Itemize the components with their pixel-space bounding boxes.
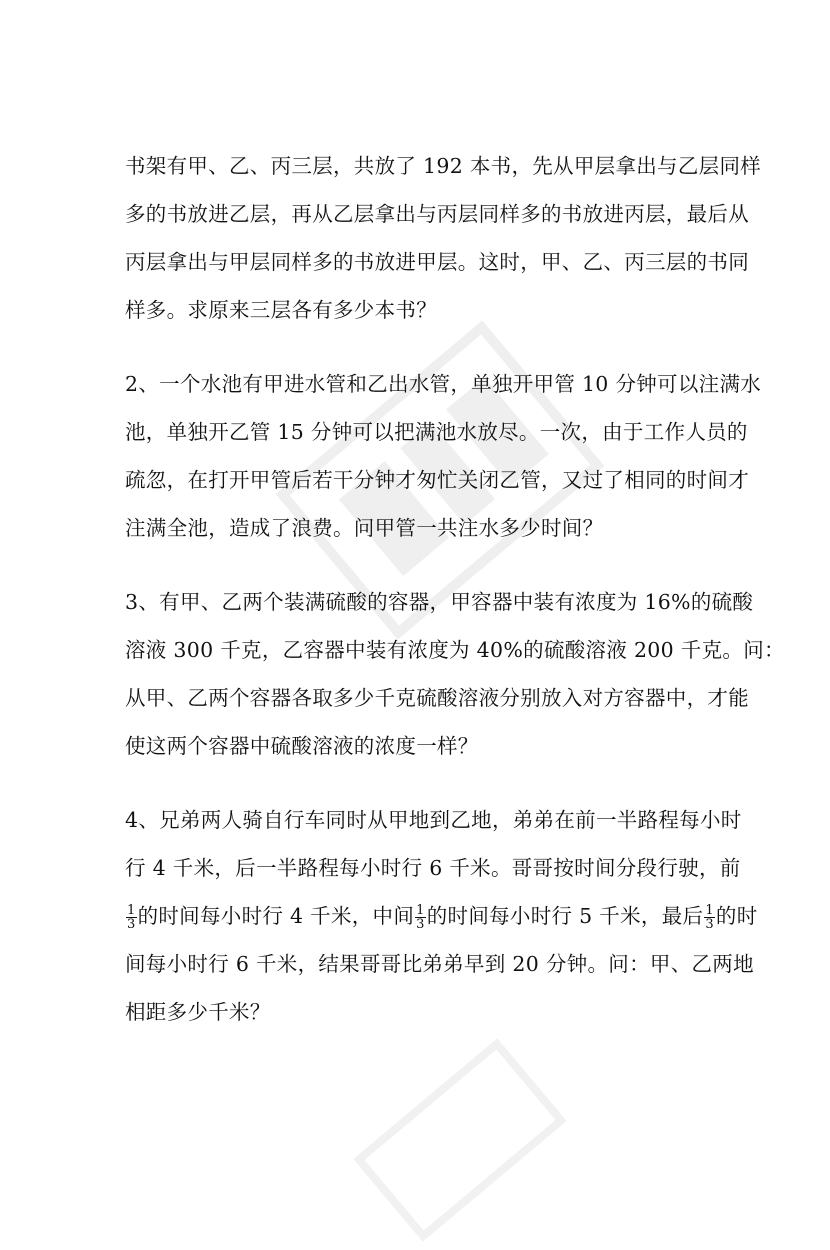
problem-3-line: 从甲、乙两个容器各取多少千克硫酸溶液分别放入对方容器中，才能 — [125, 686, 749, 710]
problem-2-line: 注满全池，造成了浪费。问甲管一共注水多少时间？ — [125, 516, 604, 540]
problem-4-line: 间每小时行 6 千米，结果哥哥比弟弟早到 20 分钟。问：甲、乙两地 — [125, 952, 754, 976]
problem-1-line: 多的书放进乙层，再从乙层拿出与丙层同样多的书放进丙层，最后从 — [125, 202, 749, 226]
problem-3-line: 3、有甲、乙两个装满硫酸的容器，甲容器中装有浓度为 16%的硫酸 — [125, 590, 754, 614]
problem-2-line: 疏忽，在打开甲管后若干分钟才匆忙关闭乙管，又过了相同的时间才 — [125, 468, 749, 492]
problem-1-line: 样多。求原来三层各有多少本书？ — [125, 298, 437, 322]
problem-1-line: 书架有甲、乙、丙三层，共放了 192 本书，先从甲层拿出与乙层同样 — [125, 154, 762, 178]
problem-2-line: 2、一个水池有甲进水管和乙出水管，单独开甲管 10 分钟可以注满水 — [125, 372, 762, 396]
problem-4 — [125, 796, 758, 1036]
problem-1 — [125, 142, 762, 334]
problem-1-line: 丙层拿出与甲层同样多的书放进甲层。这时，甲、乙、丙三层的书同 — [125, 250, 749, 274]
watermark-logo-bottom — [345, 1030, 575, 1250]
fraction-one-third: $\frac{1}{3}$ — [705, 903, 714, 932]
problem-3-line: 使这两个容器中硫酸溶液的浓度一样？ — [125, 734, 479, 758]
fraction-one-third: $\frac{1}{3}$ — [416, 903, 425, 932]
problem-4-line: 行 4 千米，后一半路程每小时行 6 千米。哥哥按时间分段行驶，前 — [125, 856, 741, 880]
fraction-one-third: $\frac{1}{3}$ — [127, 903, 136, 932]
problem-4-line: 4、兄弟两人骑自行车同时从甲地到乙地，弟弟在前一半路程每小时 — [125, 808, 742, 832]
problem-3-line: 溶液 300 千克，乙容器中装有浓度为 40%的硫酸溶液 200 千克。问： — [125, 638, 785, 662]
problem-2 — [125, 360, 762, 552]
problem-4-line: 相距多少千米？ — [125, 1000, 271, 1024]
problem-4-fraction-line: $\frac{1}{3}$ 的时间每小时行 4 千米，中间 $\frac{1}{3}$ 的时间每小时行 5 千米，最后 $\frac{1}{3}$ 的时 — [127, 903, 758, 932]
problem-2-line: 池，单独开乙管 15 分钟可以把满池水放尽。一次，由于工作人员的 — [125, 420, 748, 444]
problem-3 — [125, 578, 785, 770]
